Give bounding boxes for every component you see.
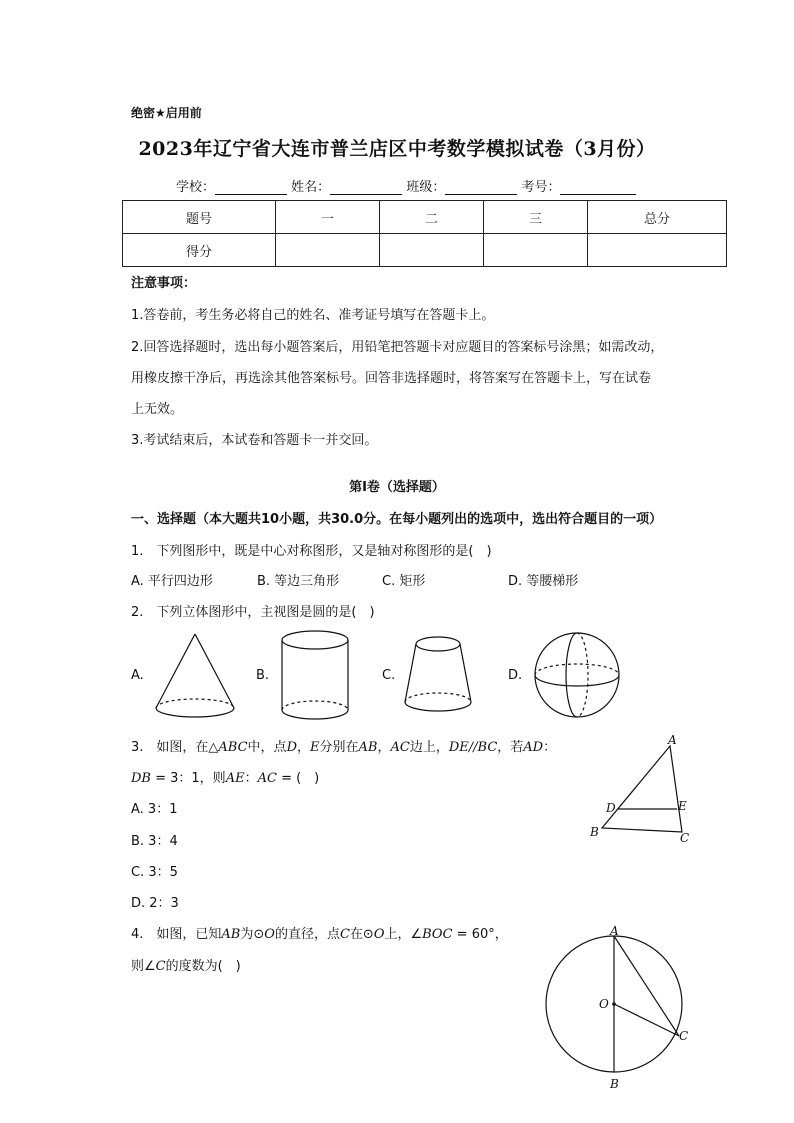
q4-math: O xyxy=(373,927,385,942)
q4-math: AB xyxy=(221,927,241,942)
score-table xyxy=(122,200,727,267)
score-table-header-row xyxy=(123,201,727,234)
q3-text: 分别在 xyxy=(319,740,359,755)
notice-item: 用橡皮擦干净后，再选涂其他答案标号。回答非选择题时，将答案写在答题卡上，写在试卷 xyxy=(131,371,652,386)
q4-text: 上，∠ xyxy=(384,927,423,942)
question-4-line-1 xyxy=(131,923,508,942)
notice-item: 3.考试结束后，本试卷和答题卡一并交回。 xyxy=(131,433,378,448)
question-3-line-1 xyxy=(131,736,556,755)
q1-option-d[interactable]: D. 等腰梯形 xyxy=(508,574,579,589)
point-label-d: D xyxy=(606,801,616,815)
score-cell[interactable] xyxy=(276,234,380,267)
q2-option-b-label[interactable]: B. xyxy=(256,668,270,683)
q4-math: O xyxy=(264,927,275,942)
q3-text: 边上， xyxy=(409,740,449,755)
q4-text: 为⊙ xyxy=(240,927,265,942)
score-header-cell: 三 xyxy=(484,201,588,234)
score-cell[interactable] xyxy=(484,234,588,267)
q3-text: 中，点 xyxy=(247,740,287,755)
q4-text: 的度数为( ) xyxy=(165,959,241,974)
class-label: 班级： xyxy=(406,180,446,195)
score-row-label: 得分 xyxy=(123,234,276,267)
q1-option-a[interactable]: A. 平行四边形 xyxy=(131,574,213,589)
q4-text: 在⊙ xyxy=(349,927,374,942)
q3-option-b[interactable]: B. 3：4 xyxy=(131,834,178,849)
q3-math: DE//BC xyxy=(448,740,498,755)
q3-text: 3. 如图，在△ xyxy=(131,740,219,755)
q4-math: C xyxy=(339,927,350,942)
q3-math: E xyxy=(310,740,320,755)
q3-text: ， xyxy=(377,740,391,755)
score-cell[interactable] xyxy=(588,234,727,267)
q2-option-d-label[interactable]: D. xyxy=(508,668,523,683)
q3-option-d[interactable]: D. 2：3 xyxy=(131,896,179,911)
q3-math: D xyxy=(286,740,297,755)
notice-item: 1.答卷前，考生务必将自己的姓名、准考证号填写在答题卡上。 xyxy=(131,308,495,323)
q3-text: ， xyxy=(297,740,311,755)
q3-math: DB xyxy=(131,771,151,786)
cylinder-figure xyxy=(278,628,352,724)
vertex-label-b: B xyxy=(590,825,599,839)
score-header-cell: 总分 xyxy=(588,201,727,234)
frustum-figure xyxy=(400,634,476,718)
score-cell[interactable] xyxy=(380,234,484,267)
q1-option-c[interactable]: C. 矩形 xyxy=(382,574,426,589)
q3-math: AE xyxy=(225,771,245,786)
vertex-label-c: C xyxy=(680,831,690,845)
question-1-stem: 1. 下列图形中，既是中心对称图形，又是轴对称图形的是( ) xyxy=(131,544,492,559)
name-label: 姓名： xyxy=(291,180,331,195)
q3-text: = 3：1，则 xyxy=(150,771,226,786)
question-3-line-2 xyxy=(131,767,319,786)
exam-no-label: 考号： xyxy=(521,180,561,195)
vertex-label-a: A xyxy=(668,733,677,747)
q2-option-a-label[interactable]: A. xyxy=(131,668,144,683)
class-field[interactable] xyxy=(445,180,517,195)
center-label-o: O xyxy=(599,997,609,1011)
q3-math: AB xyxy=(358,740,378,755)
cone-figure xyxy=(150,630,242,722)
score-table-row xyxy=(123,234,727,267)
q4-text: 则∠ xyxy=(131,959,156,974)
score-header-cell: 二 xyxy=(380,201,484,234)
notice-item: 上无效。 xyxy=(131,402,184,417)
school-field[interactable] xyxy=(215,180,287,195)
section-title: 第Ⅰ卷（选择题） xyxy=(349,480,445,495)
q3-math: AD xyxy=(523,740,544,755)
circle-figure xyxy=(540,922,700,1092)
q3-option-a[interactable]: A. 3：1 xyxy=(131,802,178,817)
student-info-line xyxy=(176,176,636,195)
q3-text: ： xyxy=(244,771,258,786)
notice-item: 2.回答选择题时，选出每小题答案后，用铅笔把答题卡对应题目的答案标号涂黑；如需改动， xyxy=(131,340,664,355)
exam-no-field[interactable] xyxy=(560,180,636,195)
point-label-b: B xyxy=(610,1077,619,1091)
question-4-line-2 xyxy=(131,955,241,974)
sphere-figure xyxy=(532,630,624,720)
name-field[interactable] xyxy=(330,180,402,195)
q3-math: AC xyxy=(390,740,410,755)
q3-text: ： xyxy=(543,740,557,755)
q3-option-c[interactable]: C. 3：5 xyxy=(131,865,178,880)
exam-title: 2023年辽宁省大连市普兰店区中考数学模拟试卷（3月份） xyxy=(138,138,656,160)
section-heading: 一、选择题（本大题共10小题，共30.0分。在每小题列出的选项中，选出符合题目的一项） xyxy=(131,512,663,527)
q2-option-c-label[interactable]: C. xyxy=(382,668,396,683)
notice-title: 注意事项： xyxy=(131,276,197,291)
q4-math: C xyxy=(155,959,166,974)
q3-math: ABC xyxy=(218,740,248,755)
q4-math: BOC xyxy=(422,927,453,942)
q4-text: 4. 如图，已知 xyxy=(131,927,222,942)
q4-text: = 60°， xyxy=(452,927,508,942)
q1-option-b[interactable]: B. 等边三角形 xyxy=(257,574,340,589)
school-label: 学校： xyxy=(176,180,216,195)
confidential-label: 绝密★启用前 xyxy=(131,106,202,120)
triangle-figure xyxy=(586,732,696,848)
q3-text: = ( ) xyxy=(276,771,320,786)
q3-math: AC xyxy=(257,771,277,786)
q3-text: ，若 xyxy=(497,740,524,755)
q4-text: 的直径，点 xyxy=(274,927,340,942)
point-label-c: C xyxy=(679,1029,689,1043)
score-header-cell: 一 xyxy=(276,201,380,234)
point-label-e: E xyxy=(678,799,687,813)
score-header-cell: 题号 xyxy=(123,201,276,234)
question-2-stem: 2. 下列立体图形中，主视图是圆的是( ) xyxy=(131,605,375,620)
point-label-a: A xyxy=(610,924,619,938)
